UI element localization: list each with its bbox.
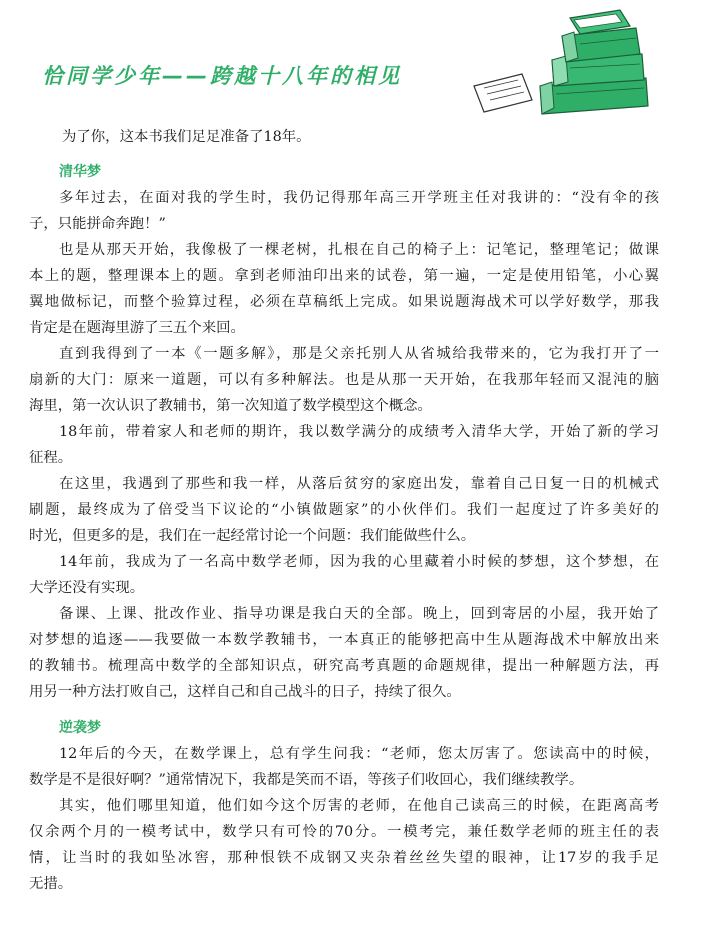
paragraph-line: 18年前，带着家人和老师的期许，我以数学满分的成绩考入清华大学，开始了新的学习 (59, 424, 659, 440)
chapter-title: 恰同学少年——跨越十八年的相见 (42, 64, 402, 88)
paragraph-line: 本上的题，整理课本上的题。拿到老师油印出来的试卷，第一遍，一定是使用铅笔，小心翼 (29, 268, 659, 284)
paragraph-line: 海里，第一次认识了教辅书，第一次知道了数学模型这个概念。 (29, 398, 432, 414)
paragraph-line: 扇新的大门：原来一道题，可以有多种解法。也是从那一天开始，在我那年轻而又混沌的脑 (29, 372, 659, 388)
paragraph-line: 在这里，我遇到了那些和我一样，从落后贫穷的家庭出发，靠着自己日复一日的机械式 (59, 476, 659, 492)
paragraph (29, 341, 659, 419)
paragraph-line: 的教辅书。梳理高中数学的全部知识点，研究高考真题的命题规律，提出一种解题方法，再 (29, 658, 659, 674)
stacked-books-illustration (470, 8, 650, 118)
paragraph-line: 用另一种方法打败自己，这样自己和自己战斗的日子，持续了很久。 (29, 684, 461, 700)
paragraph-line: 无措。 (29, 876, 73, 892)
paragraph-line: 12年后的今天，在数学课上，总有学生问我：“老师，您太厉害了。您读高中的时候， (59, 746, 659, 762)
paragraph-line: 对梦想的追逐——我要做一本数学教辅书，一本真正的能够把高中生从题海战术中解放出来 (29, 632, 659, 648)
body-text (29, 124, 659, 897)
paragraph-line: 征程。 (29, 450, 73, 466)
lead-line: 为了你，这本书我们足足准备了18年。 (62, 129, 311, 145)
paragraph-line: 直到我得到了一本《一题多解》，那是父亲托别人从省城给我带来的，它为我打开了一 (59, 346, 659, 362)
paragraph-line: 备课、上课、批改作业、指导功课是我白天的全部。晚上，回到寄居的小屋，我开始了 (59, 606, 659, 622)
lead-paragraph (59, 124, 659, 150)
paragraph-line: 大学还没有实现。 (29, 580, 145, 596)
paragraph-line: 数学是不是很好啊？”通常情况下，我都是笑而不语，等孩子们收回心，我们继续教学。 (29, 772, 584, 788)
loose-paper-icon (474, 74, 532, 112)
paragraph (29, 549, 659, 601)
paragraph (29, 419, 659, 471)
paragraph-line: 时光，但更多的是，我们在一起经常讨论一个问题：我们能做些什么。 (29, 528, 476, 544)
paragraph (29, 237, 659, 341)
paragraph-line: 也是从那天开始，我像极了一棵老树，扎根在自己的椅子上：记笔记，整理笔记；做课 (59, 242, 659, 258)
paragraph-line: 14年前，我成为了一名高中数学老师，因为我的心里藏着小时候的梦想，这个梦想，在 (59, 554, 659, 570)
paragraph-line: 子，只能拼命奔跑！” (29, 216, 166, 232)
paragraph-line: 翼地做标记，而整个验算过程，必须在草稿纸上完成。如果说题海战术可以学好数学，那我 (29, 294, 659, 310)
bottom-fade-overlay (330, 876, 707, 930)
section-title-tsinghua-dream: 清华梦 (59, 164, 101, 180)
paragraph-line: 其实，他们哪里知道，他们如今这个厉害的老师，在他自己读高三的时候，在距离高考 (59, 798, 659, 814)
paragraph-line: 肯定是在题海里游了三五个来回。 (29, 320, 245, 336)
section-title-comeback-dream: 逆袭梦 (59, 720, 101, 736)
paragraph-line: 多年过去，在面对我的学生时，我仍记得那年高三开学班主任对我讲的：“没有伞的孩 (59, 190, 659, 206)
paragraph (29, 471, 659, 549)
paragraph (29, 741, 659, 793)
paragraph-line: 情，让当时的我如坠冰窖，那种恨铁不成钢又夹杂着丝丝失望的眼神，让17岁的我手足 (29, 850, 659, 866)
paragraph (29, 185, 659, 237)
paragraph (29, 601, 659, 705)
paragraph-line: 刷题，最终成为了倍受当下议论的“小镇做题家”的小伙伴们。我们一起度过了许多美好的 (29, 502, 659, 518)
paragraph-line: 仅余两个月的一模考试中，数学只有可怜的70分。一模考完，兼任数学老师的班主任的表 (29, 824, 659, 840)
